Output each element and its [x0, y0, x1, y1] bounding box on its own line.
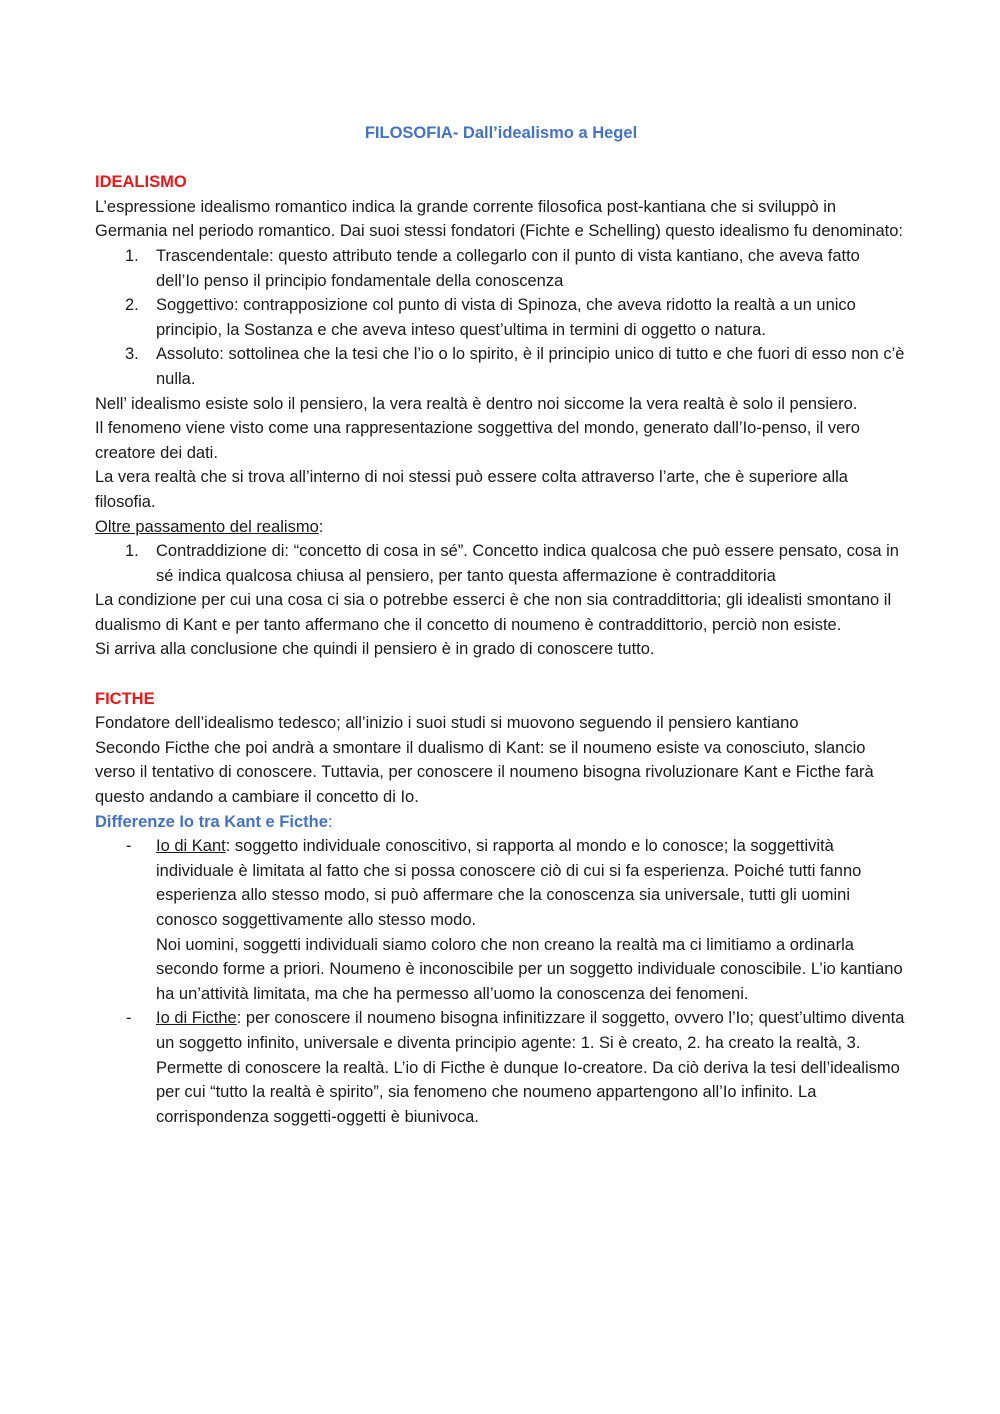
document-page: [95, 121, 907, 1129]
idealismo-intro: L’espressione idealismo romantico indica la grande corrente filosofica post-kantiana che si sviluppò in Germania nel periodo romantico. Dai suoi stessi fondatori (Fichte e Schelling) questo idealismo fu denominato:: [95, 197, 904, 241]
list-item-text: Assoluto: sottolinea che la tesi che l’io o lo spirito, è il principio unico di tutto e che fuori di esso non c’è nulla.: [156, 345, 905, 388]
list-item: [95, 1006, 907, 1129]
list-marker: -: [126, 1009, 132, 1028]
heading-ficthe: FICTHE: [95, 689, 155, 708]
list-item: [95, 342, 907, 391]
idealismo-paragraph: La condizione per cui una cosa ci sia o potrebbe esserci è che non sia contraddittoria; gli idealisti smontano il dualismo di Kant e per tanto affermano che il concetto di noumeno è contraddittorio, perciò non esiste.: [95, 591, 892, 634]
document-title: FILOSOFIA- Dall’idealismo a Hegel: [364, 124, 638, 142]
list-item-text: : per conoscere il noumeno bisogna infinitizzare il soggetto, ovvero l’Io; quest’ultimo diventa un soggetto infinito, universale e diventa principio agente: 1. Si è creato, 2. ha creato la realtà, 3. Permette di conoscere la realtà. L’io di Ficthe è dunque Io-creatore. Da ciò deriva la tesi dell’idealismo per cui “tutto la realtà è spirito”, sia fenomeno che noumeno appartengono all’Io infinito. La corrispondenza soggetti-oggetti è biunivoca.: [156, 1009, 905, 1126]
list-item-text: Soggettivo: contrapposizione col punto di vista di Spinoza, che aveva ridotto la realtà a un unico principio, la Sostanza e che aveva inteso quest’ultima in termini di oggetto o natura.: [156, 296, 856, 339]
ficthe-paragraph: Fondatore dell’idealismo tedesco; all’inizio i suoi studi si muovono seguendo il pensiero kantiano: [95, 714, 799, 733]
oltre-passamento-label: Oltre passamento del realismo:: [95, 517, 324, 536]
heading-idealismo: IDEALISMO: [95, 173, 187, 192]
ficthe-paragraph: Secondo Ficthe che poi andrà a smontare il dualismo di Kant: se il noumeno esiste va conosciuto, slancio verso il tentativo di conoscere. Tuttavia, per conoscere il noumeno bisogna rivoluzionare Kant e Ficthe farà questo andando a cambiare il concetto di Io.: [95, 738, 874, 807]
idealismo-list: [95, 244, 907, 392]
list-item: [95, 539, 907, 588]
idealismo-paragraph: Nell’ idealismo esiste solo il pensiero, la vera realtà è dentro noi siccome la vera realtà è solo il pensiero.: [95, 394, 858, 413]
list-marker: 1.: [125, 246, 139, 265]
underlined-label: Io di Kant: [156, 837, 226, 856]
list-item-text: Contraddizione di: “concetto di cosa in sé”. Concetto indica qualcosa che può essere pensato, cosa in sé indica qualcosa chiusa al pensiero, per tanto questa affermazione è contradditoria: [156, 542, 899, 585]
list-marker: 2.: [125, 296, 139, 315]
list-marker: -: [126, 837, 132, 856]
underlined-label: Io di Ficthe: [156, 1009, 237, 1028]
list-marker: 1.: [125, 542, 139, 561]
list-item: [95, 834, 907, 1006]
list-marker: 3.: [125, 345, 139, 364]
list-item-text: Trascendentale: questo attributo tende a collegarlo con il punto di vista kantiano, che aveva fatto dell’Io penso il principio fondamentale della conoscenza: [156, 246, 860, 290]
blank-line: [95, 662, 907, 687]
underlined-label: Oltre passamento del realismo: [95, 517, 319, 536]
idealismo-paragraph: Il fenomeno viene visto come una rappresentazione soggettiva del mondo, generato dall’Io-penso, il vero creatore dei dati.: [95, 419, 860, 462]
list-item: [95, 244, 907, 293]
list-item: [95, 293, 907, 342]
differenze-list: [95, 834, 907, 1129]
oltre-list: [95, 539, 907, 588]
subheading-differenze: Differenze Io tra Kant e Ficthe:: [95, 812, 333, 831]
list-item-text: : soggetto individuale conoscitivo, si rapporta al mondo e lo conosce; la soggettività individuale è limitata al fatto che si possa conoscere ciò di cui si fa esperienza. Poiché tutti fanno esperienza allo stesso modo, si può affermare che la conoscenza sia universale, tutti gli uomini conosco soggettivamente allo stesso modo.: [156, 837, 862, 929]
idealismo-paragraph: Si arriva alla conclusione che quindi il pensiero è in grado di conoscere tutto.: [95, 640, 655, 659]
idealismo-paragraph: La vera realtà che si trova all’interno di noi stessi può essere colta attraverso l’arte, che è superiore alla filosofia.: [95, 468, 848, 511]
list-item-text: Noi uomini, soggetti individuali siamo coloro che non creano la realtà ma ci limitiamo a ordinarla secondo forme a priori. Noumeno è inconoscibile per un soggetto individuale conoscibile. L’io kantiano ha un’attività limitata, ma che ha permesso all’uomo la conoscenza dei fenomeni.: [156, 935, 903, 1003]
